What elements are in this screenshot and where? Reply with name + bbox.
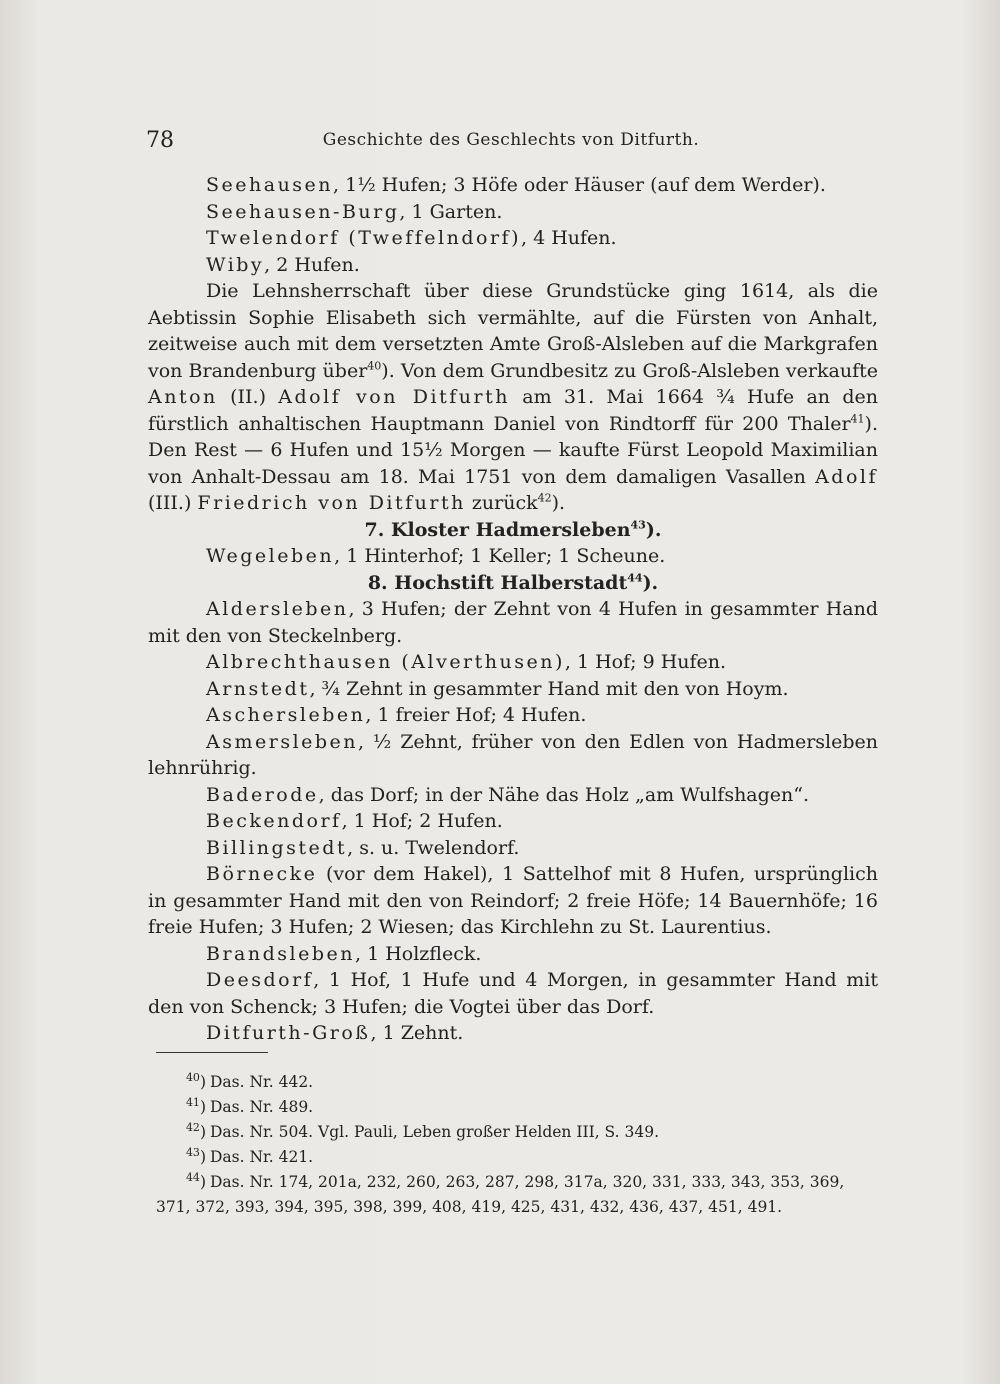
entry-seehausen: Seehausen, 1½ Hufen; 3 Höfe oder Häuser (auf dem Werder). bbox=[206, 174, 826, 196]
entry-ditfurth-gross: Ditfurth-Groß, 1 Zehnt. bbox=[206, 1022, 464, 1044]
section-heading-8: 8. Hochstift Halberstadt$^{44}$). bbox=[367, 571, 659, 594]
entry-arnstedt: Arnstedt, ¾ Zehnt in gesammter Hand mit den von Hoym. bbox=[206, 677, 789, 700]
entry-twelendorf: Twelendorf (Tweffelndorf), 4 Hufen. bbox=[206, 227, 617, 249]
footnote-ref-41[interactable]: 41 bbox=[850, 412, 865, 426]
entry-deesdorf: Deesdorf, 1 Hof, 1 Hufe und 4 Morgen, in gesammter Hand mit den von Schenck; 3 Hufen; die Vogtei über das Dorf. bbox=[148, 969, 878, 1018]
footnote-42: $^{42}$) Das. Nr. 504. Vgl. Pauli, Leben großer Helden III, S. 349. bbox=[185, 1120, 659, 1141]
paragraph-lehnsherrschaft: Die Lehnsherrschaft über diese Grundstücke ging 1614, als die Aebtissin Sophie Elisabeth sich vermählte, auf die Fürsten von Anhalt, zeitweise auch mit dem versetzten Amte Groß-Alsleben auf die Markgrafen von Brandenburg über$^{40}$). Von dem Grundbesitz zu Groß-Alsleben verkaufte Anton (II.) Adolf von Ditfurth am 31. Mai 1664 ¾ Hufe an den fürstlich anhaltischen Hauptmann Daniel von Rindtorff für 200 Thaler$^{41}$). Den Rest — 6 Hufen und 15½ Morgen — kaufte Fürst Leopold Maximilian von Anhalt-Dessau am 18. Mai 1751 von dem damaligen Vasallen Adolf (III.) Friedrich von Ditfurth zurück$^{42}$). bbox=[148, 280, 878, 514]
footnote-ref-43[interactable]: 43 bbox=[630, 518, 646, 532]
entry-asmersleben: Asmersleben, ½ Zehnt, früher von den Edlen von Hadmersleben lehnrührig. bbox=[148, 730, 878, 779]
footnote-divider bbox=[156, 1052, 268, 1053]
entry-billingstedt: Billingstedt, s. u. Twelendorf. bbox=[206, 836, 520, 859]
entry-albrechthausen: Albrechthausen (Alverthusen), 1 Hof; 9 Hufen. bbox=[206, 651, 727, 673]
entry-baderode: Baderode, das Dorf; in der Nähe das Holz „am Wulfshagen“. bbox=[206, 783, 810, 806]
entry-wegeleben: Wegeleben, 1 Hinterhof; 1 Keller; 1 Scheune. bbox=[206, 545, 666, 567]
footnotes bbox=[156, 1070, 878, 1220]
footnote-ref-40[interactable]: 40 bbox=[367, 359, 382, 373]
entry-brandsleben: Brandsleben, 1 Holzfleck. bbox=[206, 942, 482, 965]
entry-boernecke: Börnecke (vor dem Hakel), 1 Sattelhof mit 8 Hufen, ursprünglich in gesammter Hand mit den von Reindorf; 2 freie Höfe; 14 Bauernhöfe; 16 freie Hufen; 3 Hufen; 2 Wiesen; das Kirchlehn zu St. Laurentius. bbox=[148, 863, 878, 938]
page-number: 78 bbox=[146, 128, 174, 153]
running-title: Geschichte des Geschlechts von Ditfurth. bbox=[322, 130, 700, 150]
main-text bbox=[148, 172, 878, 1047]
entry-seehausen-burg: Seehausen-Burg, 1 Garten. bbox=[206, 200, 503, 223]
footnote-43: $^{43}$) Das. Nr. 421. bbox=[185, 1145, 314, 1166]
footnote-40: $^{40}$) Das. Nr. 442. bbox=[185, 1070, 314, 1091]
entry-wiby: Wiby, 2 Hufen. bbox=[206, 253, 360, 276]
footnote-41: $^{41}$) Das. Nr. 489. bbox=[185, 1095, 314, 1116]
entry-aschersleben: Aschersleben, 1 freier Hof; 4 Hufen. bbox=[206, 704, 587, 726]
footnote-ref-44[interactable]: 44 bbox=[627, 571, 643, 585]
page-header bbox=[146, 128, 876, 158]
footnote-ref-42[interactable]: 42 bbox=[537, 491, 552, 505]
entry-aldersleben: Aldersleben, 3 Hufen; der Zehnt von 4 Hufen in gesammter Hand mit den von Steckelnberg. bbox=[148, 598, 878, 647]
entry-beckendorf: Beckendorf, 1 Hof; 2 Hufen. bbox=[206, 810, 503, 832]
footnote-44: $^{44}$) Das. Nr. 174, 201a, 232, 260, 263, 287, 298, 317a, 320, 331, 333, 343, 353, 369, 371, 372, 393, 394, 395, 398, 399, 408, 419, 425, 431, 432, 436, 437, 451, 491. bbox=[156, 1170, 845, 1216]
section-heading-7: 7. Kloster Hadmersleben$^{43}$). bbox=[364, 518, 662, 541]
